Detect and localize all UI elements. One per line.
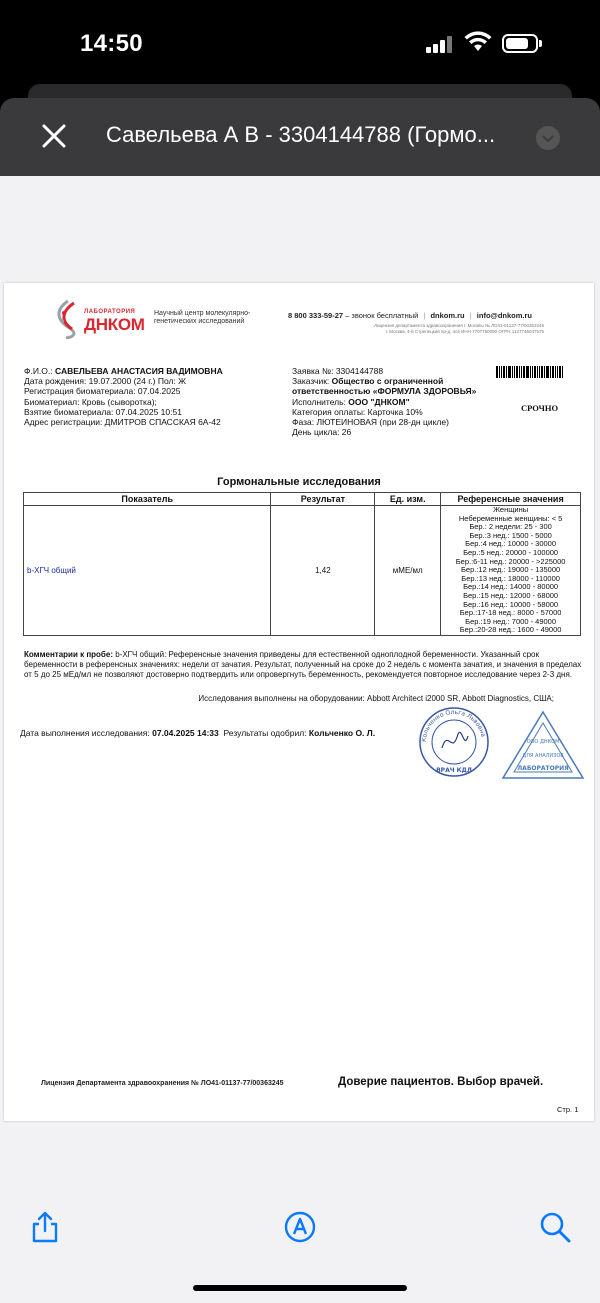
approved-by: Кольченко О. Л. (308, 728, 376, 738)
barcode-bar (562, 366, 563, 378)
comment-text: b-ХГЧ общий: Референсные значения приведены для естественной одноплодной беременности. Указанный срок беременности в референсных значениях: недели от зачатия. Результат, полученный на сроке до 2 недель с момента зачатия, и значения в пределах от 5 до 25 мЕд/мл не позволяют достоверно подтвердить или опровергнуть беременность, рекомендуется повторное исследование через 2-3 дня. (24, 650, 582, 679)
lab-logo (52, 299, 156, 339)
executor-line (292, 397, 502, 407)
results-table (23, 492, 581, 636)
birth-date: Дата рождения: 19.07.2000 (24 г.) Пол: Ж (24, 376, 187, 387)
barcode-bar (541, 366, 543, 378)
license-line: Лицензия департамента здравоохранения г. Москвы № ЛО41-01137-77/00363245 (374, 323, 544, 328)
dna-logo-icon (52, 299, 82, 339)
header-unit: Ед. изм. (375, 493, 441, 506)
cycle-phase: Фаза: ЛЮТЕИНОВАЯ (при 28-дн цикле) (292, 417, 449, 428)
section-title: Гормональные исследования (217, 476, 381, 488)
indicator-name: b-ХГЧ общий (24, 506, 271, 636)
header-result: Результат (271, 493, 375, 506)
lab-stamp (500, 709, 586, 781)
barcode-bar (508, 366, 511, 378)
lab-phone: 8 800 333-59-27 (288, 311, 344, 320)
barcode-bar (539, 366, 540, 378)
reference-line: Женщины (493, 505, 529, 514)
stamp-round-bottom: ВРАЧ КДЛ (436, 767, 472, 774)
barcode-bar (512, 366, 513, 378)
reference-line: Небеременные женщины: < 5 (458, 513, 563, 523)
header-reference: Референсные значения (441, 493, 581, 506)
reference-values (441, 506, 581, 636)
barcode-bar (559, 366, 561, 378)
reference-line: Бер.:19 нед.: 7000 - 49000 (465, 616, 557, 626)
lab-phone-note: – звонок бесплатный (345, 311, 419, 320)
fio-label: Ф.И.О.: (24, 366, 53, 376)
slogan: Доверие пациентов. Выбор врачей. (338, 1076, 544, 1088)
document-header (0, 98, 600, 176)
table-row (24, 506, 581, 636)
patient-name: САВЕЛЬЕВА АНАСТАСИЯ ВАДИМОВНА (55, 366, 223, 376)
barcode-bar (537, 366, 538, 378)
reference-line: Бер.:5 нед.: 20000 - 100000 (463, 547, 559, 557)
reference-line: Бер.:13 нед.: 18000 - 110000 (461, 573, 560, 583)
barcode-bar (555, 366, 556, 378)
sampling-date: Взятие биоматериала: 07.04.2025 10:51 (24, 406, 182, 417)
barcode-bar (526, 366, 529, 378)
reference-line: Бер.:20-28 нед.: 1600 - 49000 (459, 625, 562, 635)
barcode-bar (496, 366, 498, 378)
reference-line: Бер.:17-18 нед.: 8000 - 57000 (459, 608, 562, 618)
wifi-icon (464, 31, 492, 53)
document-title: Савельева А В - 3304144788 (Гормо... (106, 122, 496, 147)
order-number: Заявка №: 3304144788 (292, 366, 384, 376)
patient-info (24, 366, 223, 427)
share-icon[interactable] (28, 1210, 62, 1244)
barcode-bar (550, 366, 551, 378)
registration-date: Регистрация биоматериала: 07.04.2025 (24, 386, 181, 397)
executor-label: Исполнитель: (292, 396, 346, 407)
customer-label: Заказчик: (292, 376, 330, 387)
result-value: 1,42 (271, 506, 375, 636)
header-indicator: Показатель (24, 493, 271, 506)
barcode-bar (552, 366, 554, 378)
license-footer: Лицензия Департамента здравоохранения № ЛО41-01137-77/00363245 (41, 1080, 284, 1087)
title-chevron-down-icon[interactable] (536, 126, 560, 150)
executor-name: ООО "ДНКОМ" (348, 396, 410, 407)
barcode-bar (499, 366, 500, 378)
barcode-bar (557, 366, 558, 378)
approved-label: Результаты одобрил: (223, 728, 307, 738)
markup-icon[interactable] (283, 1210, 317, 1244)
payment-category: Категория оплаты: Карточка 10% (292, 406, 423, 417)
completion-line (20, 728, 375, 738)
patient-address: Адрес регистрации: ДМИТРОВ СПАССКАЯ 6А-42 (24, 417, 221, 428)
reference-line: Бер.:6-11 нед.: 20000 - >225000 (455, 556, 566, 566)
barcode-bar (546, 366, 549, 378)
done-label: Дата выполнения исследования: (20, 728, 150, 738)
cellular-signal-icon (426, 35, 456, 53)
result-unit: мМЕ/мл (375, 506, 441, 636)
doctor-stamp (418, 706, 490, 778)
page-number: Стр. 1 (557, 1105, 579, 1114)
barcode-bar (534, 366, 536, 378)
barcode-bar (503, 366, 505, 378)
reference-line: Бер.: 2 недели: 25 - 300 (469, 522, 552, 532)
barcode-bar (514, 366, 515, 378)
reference-line: Бер.:14 нед.: 14000 - 80000 (463, 582, 559, 592)
lab-site: dnkom.ru (430, 311, 465, 320)
clock: 14:50 (80, 30, 143, 57)
reference-line: Бер.:16 нед.: 10000 - 58000 (463, 599, 559, 609)
reference-line: Бер.:12 нед.: 19000 - 135000 (461, 565, 561, 575)
cycle-day: День цикла: 26 (292, 427, 352, 438)
lab-contacts: 8 800 333-59-27 – звонок бесплатный | dnkom.ru | info@dnkom.ru (288, 311, 533, 320)
address-line: г. Москва, 4-й Стрелецкий пр-д, 4с5 ИНН 7707760090 ОГРН 1127746047575 (385, 329, 544, 334)
stamp-tri-bottom: ЛАБОРАТОРИЯ (517, 765, 569, 772)
stamp-tri-mid: ДЛЯ АНАЛИЗОВ (522, 753, 564, 759)
search-icon[interactable] (538, 1210, 572, 1244)
biomaterial: Биоматериал: Кровь (сыворотка); (24, 396, 157, 407)
barcode (496, 365, 566, 377)
barcode-bar (501, 366, 502, 378)
table-header-row (24, 493, 581, 506)
barcode-bar (506, 366, 507, 378)
home-indicator (193, 1285, 407, 1291)
lab-license-header (354, 323, 544, 335)
done-date: 07.04.2025 14:33 (152, 728, 219, 738)
order-info (292, 366, 502, 437)
reference-line: Бер.:3 нед.: 1500 - 5000 (469, 530, 552, 540)
reference-line: Бер.:15 нед.: 12000 - 68000 (463, 590, 559, 600)
customer-line (292, 376, 502, 396)
battery-icon (502, 34, 538, 53)
equipment-note: Исследования выполнены на оборудовании: Abbott Architect i2000 SR, Abbott Diagnostics, США; (198, 694, 554, 703)
comment-label: Комментарии к пробе: (24, 650, 113, 659)
barcode-bar (521, 366, 522, 378)
patient-name-line (24, 366, 223, 376)
lab-description: Научный центр молекулярно-генетических исследований (154, 310, 251, 325)
close-button[interactable] (38, 120, 70, 152)
barcode-bar (530, 366, 531, 378)
svg-text:Кольченко Ольга Львовна (421, 709, 487, 742)
urgent-badge: СРОЧНО (521, 403, 559, 413)
logo-subtitle: ЛАБОРАТОРИЯ (84, 309, 136, 315)
barcode-bar (523, 366, 525, 378)
lab-email: info@dnkom.ru (476, 311, 533, 320)
sample-comment (24, 650, 584, 680)
barcode-bar (532, 366, 533, 378)
stamp-tri-text: ООО ДНКОМ (526, 739, 560, 745)
logo-name: ДНКОМ (84, 315, 145, 334)
barcode-bar (516, 366, 518, 378)
document-page (4, 283, 594, 1121)
barcode-bar (519, 366, 520, 378)
status-bar (0, 0, 600, 96)
stamp-round-text: Кольченко Ольга Львовна (420, 708, 487, 743)
barcode-bar (544, 366, 545, 378)
reference-line: Бер.:4 нед.: 10000 - 30000 (465, 539, 557, 549)
customer-name: Общество с ограниченной ответственностью «ФОРМУЛА ЗДОРОВЬЯ» (292, 376, 477, 397)
